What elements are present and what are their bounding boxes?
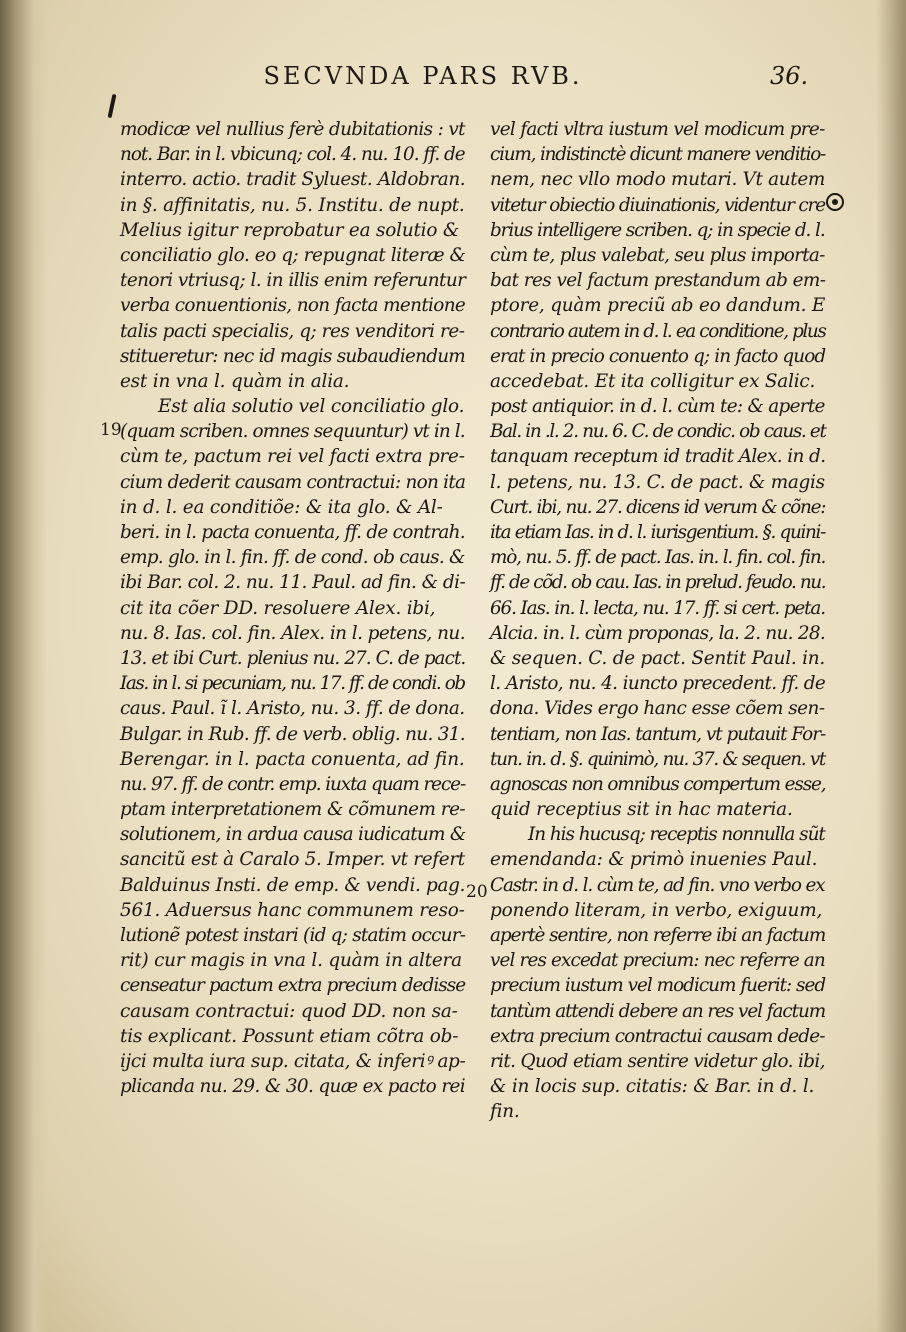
text-line: cùm te, pactum rei vel facti extra pre- bbox=[120, 446, 465, 468]
text-line: nem, nec vllo modo mutari. Vt autem bbox=[490, 169, 826, 191]
text-line: emendanda: & primò inuenies Paul. bbox=[490, 849, 818, 871]
text-line: Curt. ibi, nu. 27. dicens id verum & cõne: bbox=[490, 496, 826, 518]
text-line: & in locis sup. citatis: & Bar. in d. l. bbox=[490, 1076, 815, 1098]
text-line: bat res vel factum prestandum ab em- bbox=[490, 270, 826, 292]
text-line: nu. 8. Ias. col. fin. Alex. in l. petens, nu. bbox=[120, 622, 465, 644]
text-line: ptore, quàm preciũ ab eo dandum. E bbox=[490, 295, 826, 317]
text-line: emp. glo. in l. fin. ff. de cond. ob caus. & bbox=[120, 547, 465, 569]
text-line: brius intelligere scriben. q; in specie d. l. bbox=[490, 219, 825, 241]
text-line: fin. bbox=[490, 1101, 520, 1123]
text-line: plicanda nu. 29. & 30. quæ ex pacto rei bbox=[120, 1076, 465, 1098]
margin-circle-mark bbox=[826, 193, 844, 211]
text-line: quid receptius sit in hac materia. bbox=[490, 799, 793, 821]
text-line: verba conuentionis, non facta mentione bbox=[120, 295, 466, 317]
text-line: tenori vtriusq; l. in illis enim referuntur bbox=[120, 270, 466, 292]
margin-pen-mark bbox=[108, 94, 117, 118]
right-text-column bbox=[490, 117, 825, 1125]
text-line: & sequen. C. de pact. Sentit Paul. in. bbox=[490, 647, 826, 669]
text-line: caus. Paul. ĩ l. Aristo, nu. 3. ff. de dona. bbox=[120, 698, 465, 720]
text-line: tentiam, non Ias. tantum, vt putauit For- bbox=[490, 723, 826, 745]
text-line: vel res excedat precium: nec referre an bbox=[490, 950, 825, 972]
text-line: est in vna l. quàm in alia. bbox=[120, 370, 350, 392]
text-line: agnoscas non omnibus compertum esse, bbox=[490, 773, 826, 795]
text-line: in d. l. ea conditiõe: & ita glo. & Al- bbox=[120, 496, 443, 518]
text-line: tun. in. d. §. quinimò, nu. 37. & sequen. vt bbox=[490, 748, 825, 770]
text-line: modicæ vel nullius ferè dubitationis : vt bbox=[120, 119, 465, 140]
text-line: cium dederit causam contractui: non ita bbox=[120, 471, 466, 493]
margin-section-number-19: 19 bbox=[100, 420, 122, 440]
text-line: rit) cur magis in vna l. quàm in altera bbox=[120, 950, 462, 972]
text-line: ptam interpretationem & cõmunem re- bbox=[120, 799, 466, 821]
text-line: solutionem, in ardua causa iudicatum & bbox=[120, 824, 466, 846]
text-line: ita etiam Ias. in d. l. iurisgentium. §. quini- bbox=[490, 522, 825, 543]
text-line: interro. actio. tradit Syluest. Aldobran. bbox=[120, 169, 466, 191]
text-line: ibi Bar. col. 2. nu. 11. Paul. ad fin. & di- bbox=[120, 572, 466, 594]
text-line: dona. Vides ergo hanc esse cõem sen- bbox=[490, 698, 825, 720]
text-line: ijci multa iura sup. citata, & inferiꝰ ap- bbox=[120, 1050, 466, 1072]
text-line: Alcia. in. l. cùm proponas, la. 2. nu. 28. bbox=[490, 622, 825, 644]
text-line: ff. de cõd. ob cau. Ias. in prelud. feudo. nu. bbox=[490, 572, 826, 594]
text-line: l. petens, nu. 13. C. de pact. & magis bbox=[490, 471, 825, 493]
text-line: Bal. in .l. 2. nu. 6. C. de condic. ob caus. et bbox=[490, 421, 826, 443]
text-line: vitetur obiectio diuinationis, videntur cre bbox=[490, 194, 825, 216]
text-line: extra precium contractui causam dede- bbox=[490, 1025, 825, 1047]
text-line: cùm te, plus valebat, seu plus importa- bbox=[490, 244, 825, 266]
running-header-text: SECVNDA PARS RVB. bbox=[263, 62, 583, 90]
left-text-column bbox=[120, 117, 465, 1099]
text-line: cium, indistinctè dicunt manere venditio- bbox=[490, 144, 826, 166]
text-line: stitueretur: nec id magis subaudiendum bbox=[120, 345, 465, 367]
text-line: In his hucusq; receptis nonnulla sũt bbox=[528, 824, 825, 846]
text-line: beri. in l. pacta conuenta, ff. de contrah. bbox=[120, 522, 465, 543]
text-line: erat in precio conuento q; in facto quod bbox=[490, 345, 826, 367]
text-line: Melius igitur reprobatur ea solutio & bbox=[120, 219, 460, 241]
text-line: Est alia solutio vel conciliatio glo. bbox=[158, 396, 465, 418]
page-gutter-shadow bbox=[0, 0, 48, 1332]
text-line: conciliatio glo. eo q; repugnat literæ & bbox=[120, 244, 466, 266]
text-line: Castr. in d. l. cùm te, ad fin. vno verbo ex bbox=[490, 874, 825, 896]
text-line: contrario autem in d. l. ea conditione, plus bbox=[490, 320, 826, 342]
text-line: cit ita cõer DD. resoluere Alex. ibi, bbox=[120, 597, 436, 619]
text-line: causam contractui: quod DD. non sa- bbox=[120, 1000, 458, 1022]
text-line: mò, nu. 5. ff. de pact. Ias. in. l. fin. col. fin. bbox=[490, 547, 826, 569]
text-line: nu. 97. ff. de contr. emp. iuxta quam rece- bbox=[120, 773, 466, 795]
page-number: 36. bbox=[770, 62, 809, 90]
text-line: tantùm attendi debere an res vel factum bbox=[490, 1000, 826, 1022]
text-line: accedebat. Et ita colligitur ex Salic. bbox=[490, 370, 816, 392]
text-line: in §. affinitatis, nu. 5. Institu. de nupt. bbox=[120, 194, 465, 216]
text-line: tis explicant. Possunt etiam cõtra ob- bbox=[120, 1025, 459, 1047]
text-line: rit. Quod etiam sentire videtur glo. ibi, bbox=[490, 1050, 825, 1072]
text-line: (quam scriben. omnes sequuntur) vt in l. bbox=[120, 421, 465, 443]
text-line: lutionẽ potest instari (id q; statim occur- bbox=[120, 925, 466, 946]
text-line: vel facti vltra iustum vel modicum pre- bbox=[490, 119, 825, 140]
text-line: apertè sentire, non referre ibi an factum bbox=[490, 925, 826, 946]
text-line: sancitũ est à Caralo 5. Imper. vt refert bbox=[120, 849, 465, 871]
text-line: 13. et ibi Curt. plenius nu. 27. C. de pact. bbox=[120, 647, 466, 669]
text-line: talis pacti specialis, q; res venditori re- bbox=[120, 320, 465, 342]
text-line: 561. Aduersus hanc communem reso- bbox=[120, 899, 465, 921]
text-line: not. Bar. in l. vbicunq; col. 4. nu. 10. ff. de bbox=[120, 144, 465, 166]
text-line: tanquam receptum id tradit Alex. in d. bbox=[490, 446, 826, 468]
page-edge-shadow bbox=[876, 0, 906, 1332]
margin-section-number-20: 20 bbox=[466, 882, 488, 902]
text-line: Bulgar. in Rub. ff. de verb. oblig. nu. 31. bbox=[120, 723, 465, 745]
text-line: 66. Ias. in. l. lecta, nu. 17. ff. si cert. peta. bbox=[490, 597, 825, 619]
text-line: ponendo literam, in verbo, exiguum, bbox=[490, 899, 823, 921]
text-line: Berengar. in l. pacta conuenta, ad fin. bbox=[120, 748, 465, 770]
text-line: censeatur pactum extra precium dedisse bbox=[120, 975, 466, 997]
text-line: l. Aristo, nu. 4. iuncto precedent. ff. de bbox=[490, 673, 826, 695]
text-line: precium iustum vel modicum fuerit: sed bbox=[490, 975, 826, 997]
text-line: Balduinus Insti. de emp. & vendi. pag. bbox=[120, 874, 466, 896]
text-line: post antiquior. in d. l. cùm te: & aperte bbox=[490, 396, 825, 418]
text-line: Ias. in l. si pecuniam, nu. 17. ff. de condi. ob bbox=[120, 673, 465, 695]
